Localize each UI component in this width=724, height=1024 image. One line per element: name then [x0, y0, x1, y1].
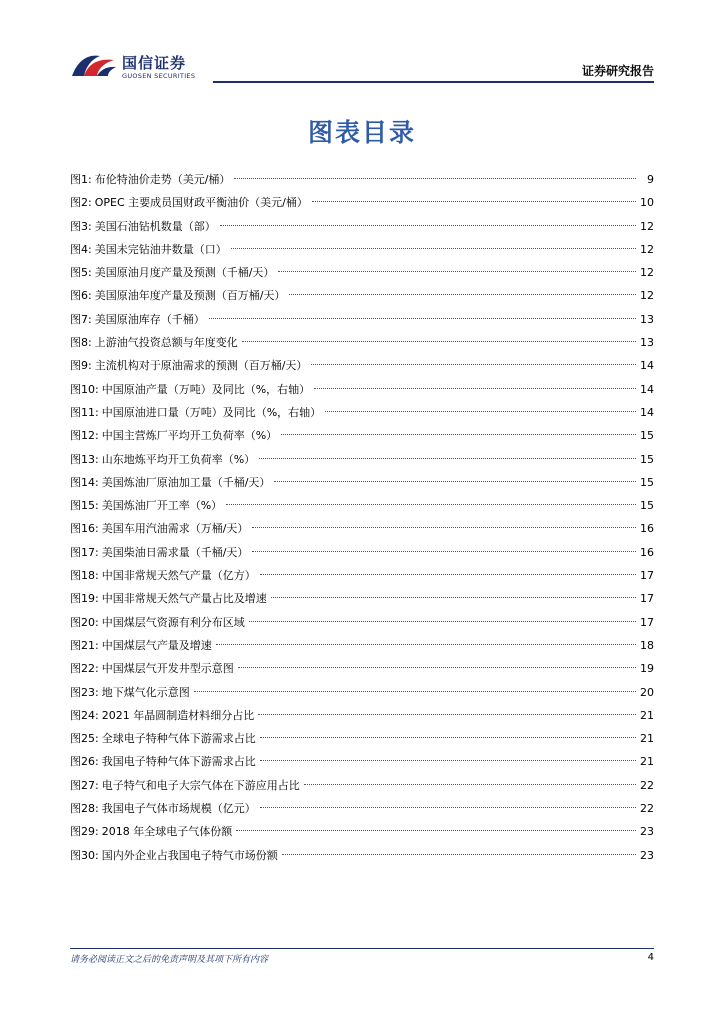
toc-entry-page: 17	[640, 592, 654, 606]
toc-entry-page: 15	[640, 475, 654, 489]
toc-dot-leader	[281, 434, 636, 435]
toc-dot-leader	[304, 784, 636, 785]
toc-entry-label: 图11:	[70, 405, 99, 419]
toc-entry-title: 美国炼油厂原油加工量（千桶/天）	[101, 475, 271, 489]
toc-entry-page: 22	[640, 778, 654, 792]
toc-entry-label: 图4:	[70, 242, 92, 256]
table-of-figures	[70, 168, 654, 867]
toc-entry-title: 中国煤层气开发井型示意图	[101, 662, 234, 676]
toc-entry-label: 图26:	[70, 755, 99, 769]
toc-entry-page: 9	[647, 173, 654, 186]
toc-dot-leader	[220, 225, 636, 226]
toc-entry[interactable]	[70, 238, 654, 261]
toc-entry[interactable]	[70, 308, 654, 331]
toc-entry-title: 全球电子特种气体下游需求占比	[101, 732, 256, 746]
toc-entry[interactable]	[70, 704, 654, 727]
toc-entry[interactable]	[70, 191, 654, 214]
toc-entry[interactable]	[70, 261, 654, 284]
toc-entry[interactable]	[70, 750, 654, 773]
toc-dot-leader	[252, 551, 636, 552]
toc-entry-label: 图29:	[70, 825, 99, 839]
toc-entry-page: 15	[640, 452, 654, 466]
toc-entry-label: 图10:	[70, 382, 99, 396]
toc-dot-leader	[260, 737, 636, 738]
toc-dot-leader	[238, 667, 636, 668]
toc-entry-title: 布伦特油价走势（美元/桶）	[94, 173, 231, 186]
toc-entry-page: 16	[640, 522, 654, 536]
toc-entry-page: 23	[640, 848, 654, 862]
header-divider	[213, 81, 654, 83]
toc-entry[interactable]	[70, 448, 654, 471]
toc-dot-leader	[209, 318, 636, 319]
toc-dot-leader	[249, 621, 636, 622]
toc-entry-title: 电子特气和电子大宗气体在下游应用占比	[101, 778, 300, 792]
toc-entry-label: 图2:	[70, 196, 92, 210]
toc-entry-title: 地下煤气化示意图	[101, 685, 190, 699]
toc-entry-page: 18	[640, 638, 654, 652]
toc-entry-title: 我国电子气体市场规模（亿元）	[101, 802, 256, 816]
logo-english-name: GUOSEN SECURITIES	[122, 72, 196, 80]
toc-entry[interactable]	[70, 657, 654, 680]
toc-entry[interactable]	[70, 424, 654, 447]
toc-dot-leader	[260, 760, 636, 761]
toc-entry-page: 17	[640, 569, 654, 583]
toc-entry-page: 15	[640, 499, 654, 513]
toc-dot-leader	[194, 691, 636, 692]
toc-entry[interactable]	[70, 168, 654, 191]
toc-entry-page: 20	[640, 685, 654, 699]
toc-entry-page: 13	[640, 336, 654, 350]
toc-entry-label: 图13:	[70, 452, 99, 466]
toc-entry[interactable]	[70, 634, 654, 657]
toc-entry[interactable]	[70, 354, 654, 377]
toc-entry-label: 图15:	[70, 499, 99, 513]
toc-entry-page: 17	[640, 615, 654, 629]
toc-entry-page: 12	[640, 219, 654, 233]
toc-entry-page: 21	[640, 732, 654, 746]
toc-entry-label: 图12:	[70, 429, 99, 443]
toc-entry[interactable]	[70, 564, 654, 587]
toc-dot-leader	[311, 364, 636, 365]
toc-entry-label: 图6:	[70, 289, 92, 303]
toc-dot-leader	[226, 504, 636, 505]
guosen-logo-icon	[70, 50, 118, 80]
toc-entry-title: 主流机构对于原油需求的预测（百万桶/天）	[94, 359, 308, 373]
toc-dot-leader	[289, 294, 636, 295]
toc-dot-leader	[271, 597, 636, 598]
toc-entry-title: 我国电子特种气体下游需求占比	[101, 755, 256, 769]
toc-entry-label: 图30:	[70, 848, 99, 862]
toc-entry-title: 美国炼油厂开工率（%）	[101, 499, 223, 513]
toc-dot-leader	[231, 248, 636, 249]
toc-entry-label: 图18:	[70, 569, 99, 583]
guosen-logo	[70, 50, 210, 86]
toc-entry-label: 图28:	[70, 802, 99, 816]
toc-entry-label: 图17:	[70, 545, 99, 559]
toc-entry-title: 中国原油进口量（万吨）及同比（%，右轴）	[101, 405, 322, 419]
page-header	[0, 0, 724, 90]
toc-entry-title: 2018 年全球电子气体份额	[101, 825, 233, 839]
toc-entry[interactable]	[70, 215, 654, 238]
toc-entry[interactable]	[70, 797, 654, 820]
toc-entry-title: 美国原油年度产量及预测（百万桶/天）	[94, 289, 286, 303]
toc-entry-title: 中国原油产量（万吨）及同比（%，右轴）	[101, 382, 311, 396]
toc-entry-page: 12	[640, 289, 654, 303]
toc-entry[interactable]	[70, 331, 654, 354]
toc-entry-page: 14	[640, 405, 654, 419]
toc-entry-label: 图7:	[70, 312, 92, 326]
toc-entry-title: 美国石油钻机数量（部）	[94, 219, 216, 233]
toc-entry-page: 21	[640, 755, 654, 769]
toc-dot-leader	[260, 574, 636, 575]
toc-dot-leader	[242, 341, 636, 342]
toc-entry-label: 图25:	[70, 732, 99, 746]
toc-entry-page: 10	[640, 196, 654, 210]
toc-entry-label: 图24:	[70, 708, 99, 722]
toc-entry-title: 中国非常规天然气产量占比及增速	[101, 592, 267, 606]
toc-entry-label: 图14:	[70, 475, 99, 489]
toc-entry-page: 22	[640, 802, 654, 816]
toc-entry-label: 图3:	[70, 219, 92, 233]
toc-entry-title: 美国原油库存（千桶）	[94, 312, 205, 326]
toc-dot-leader	[325, 411, 636, 412]
toc-entry-title: 国内外企业占我国电子特气市场份额	[101, 848, 278, 862]
toc-entry-page: 14	[640, 382, 654, 396]
toc-entry-page: 12	[640, 266, 654, 280]
toc-entry-title: 山东地炼平均开工负荷率（%）	[101, 452, 256, 466]
toc-entry[interactable]	[70, 774, 654, 797]
toc-entry-page: 12	[640, 242, 654, 256]
toc-entry[interactable]	[70, 541, 654, 564]
toc-entry-label: 图22:	[70, 662, 99, 676]
toc-entry-title: 美国柴油日需求量（千桶/天）	[101, 545, 249, 559]
page-number: 4	[647, 952, 654, 963]
toc-entry[interactable]	[70, 494, 654, 517]
toc-entry-title: 中国煤层气资源有利分布区域	[101, 615, 245, 629]
logo-chinese-name: 国信证券	[122, 54, 187, 72]
toc-entry[interactable]	[70, 611, 654, 634]
toc-dot-leader	[312, 201, 636, 202]
toc-dot-leader	[314, 388, 636, 389]
toc-entry-title: 美国车用汽油需求（万桶/天）	[101, 522, 249, 536]
toc-entry-label: 图19:	[70, 592, 99, 606]
toc-entry-label: 图27:	[70, 778, 99, 792]
toc-entry-title: 上游油气投资总额与年度变化	[94, 336, 238, 350]
toc-entry-page: 14	[640, 359, 654, 373]
toc-entry[interactable]	[70, 681, 654, 704]
toc-entry-label: 图20:	[70, 615, 99, 629]
toc-entry-page: 13	[640, 312, 654, 326]
toc-entry[interactable]	[70, 844, 654, 867]
toc-entry[interactable]	[70, 587, 654, 610]
toc-dot-leader	[259, 458, 636, 459]
page-title: 图表目录	[307, 118, 416, 147]
toc-entry-label: 图16:	[70, 522, 99, 536]
toc-dot-leader	[260, 807, 636, 808]
toc-entry-page: 21	[640, 708, 654, 722]
toc-dot-leader	[274, 481, 636, 482]
toc-entry[interactable]	[70, 284, 654, 307]
toc-dot-leader	[258, 714, 636, 715]
toc-entry-page: 15	[640, 429, 654, 443]
toc-entry-label: 图21:	[70, 638, 99, 652]
toc-entry[interactable]	[70, 517, 654, 540]
toc-entry-title: 美国原油月度产量及预测（千桶/天）	[94, 266, 275, 280]
toc-entry-label: 图9:	[70, 359, 92, 373]
toc-dot-leader	[216, 644, 636, 645]
toc-entry-label: 图8:	[70, 336, 92, 350]
footer-divider	[70, 948, 654, 949]
toc-entry-label: 图1:	[70, 173, 92, 186]
toc-dot-leader	[236, 830, 636, 831]
toc-entry-label: 图5:	[70, 266, 92, 280]
toc-entry-page: 19	[640, 662, 654, 676]
toc-entry-title: 美国未完钻油井数量（口）	[94, 242, 227, 256]
toc-entry-title: OPEC 主要成员国财政平衡油价（美元/桶）	[94, 196, 308, 210]
toc-entry-title: 中国非常规天然气产量（亿方）	[101, 569, 256, 583]
toc-dot-leader	[282, 854, 636, 855]
toc-entry[interactable]	[70, 471, 654, 494]
footer-disclaimer: 请务必阅读正文之后的免责声明及其项下所有内容	[70, 955, 269, 965]
toc-dot-leader	[234, 178, 636, 179]
toc-entry-page: 16	[640, 545, 654, 559]
toc-dot-leader	[278, 271, 636, 272]
toc-entry[interactable]	[70, 820, 654, 843]
toc-entry[interactable]	[70, 401, 654, 424]
toc-entry-page: 23	[640, 825, 654, 839]
toc-dot-leader	[252, 527, 636, 528]
toc-entry[interactable]	[70, 727, 654, 750]
toc-entry-title: 中国煤层气产量及增速	[101, 638, 212, 652]
toc-entry-title: 中国主营炼厂平均开工负荷率（%）	[101, 429, 278, 443]
toc-entry-label: 图23:	[70, 685, 99, 699]
toc-entry-title: 2021 年晶圆制造材料细分占比	[101, 708, 255, 722]
report-type-label: 证券研究报告	[581, 64, 654, 78]
toc-entry[interactable]	[70, 378, 654, 401]
